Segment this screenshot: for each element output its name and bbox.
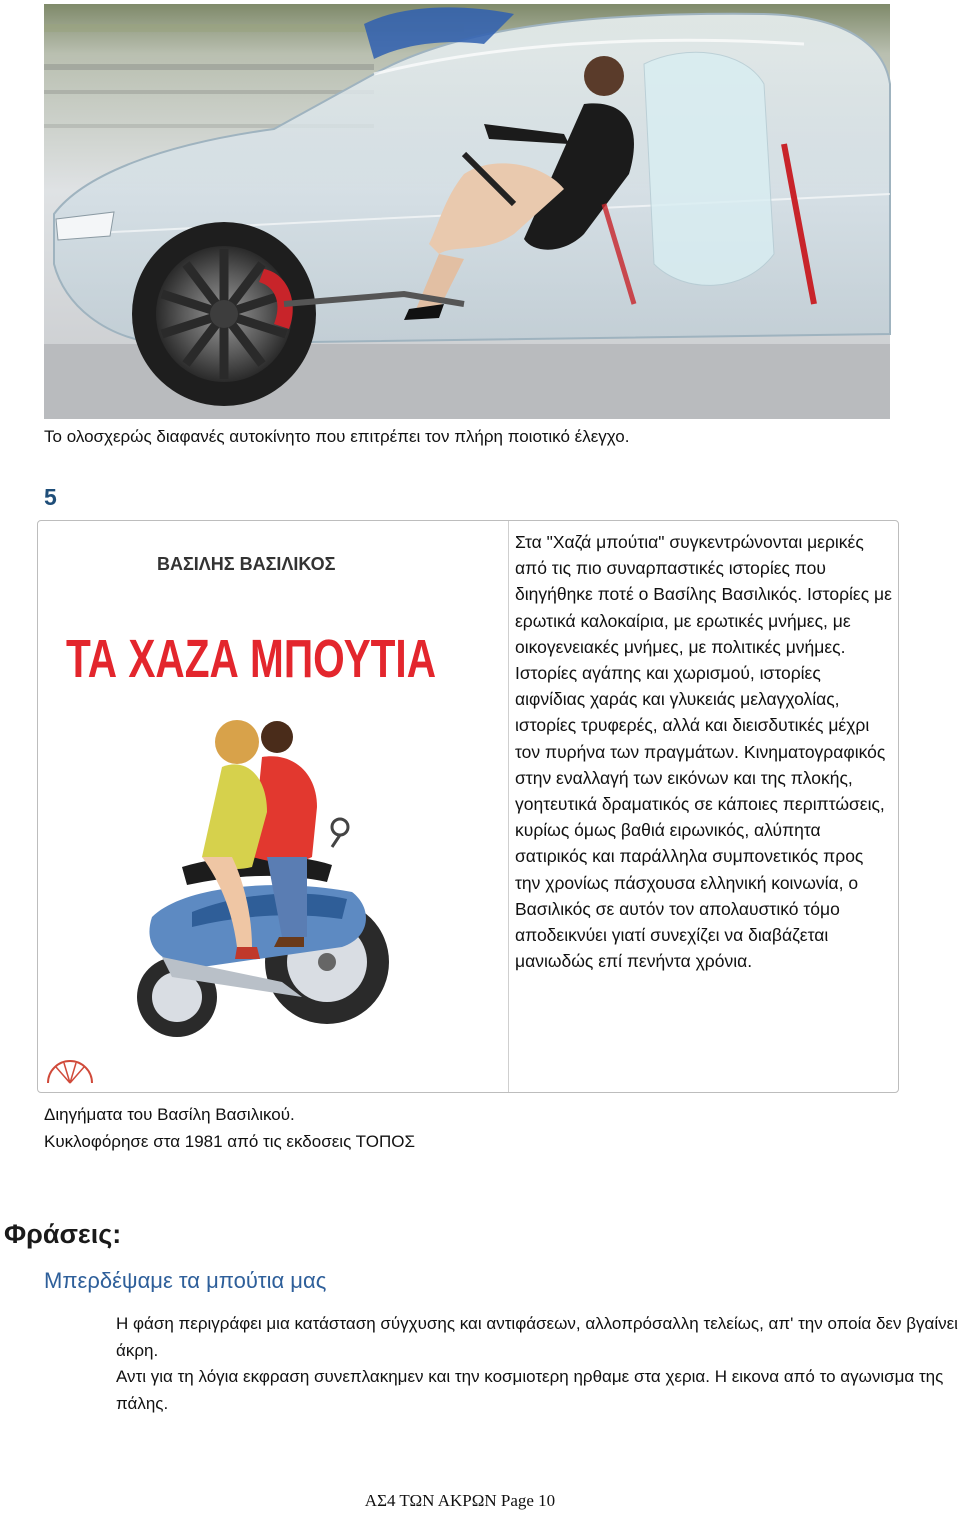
phrases-heading: Φράσεις: <box>4 1219 122 1249</box>
motorcycle-couple-illustration <box>137 720 389 1037</box>
book-divider <box>508 521 509 1092</box>
book-info-box <box>37 520 899 1093</box>
phrase-title: Μπερδέψαμε τα μπούτια μας <box>44 1268 327 1293</box>
book-author: ΒΑΣΙΛΗΣ ΒΑΣΙΛΙΚΟΣ <box>157 554 336 574</box>
phrase-paragraph: Η φάση περιγράφει μια κατάσταση σύγχυσης και αντιφάσεων, αλλοπρόσαλλη τελείως, απ' την οποία δεν βγαίνει άκρη. <box>116 1314 958 1360</box>
book-title: ΤΑ ΧΑΖΑ ΜΠΟΥΤΙΑ <box>66 629 436 689</box>
page-footer: ΑΣ4 ΤΩΝ ΑΚΡΩΝ Page 10 <box>364 1491 556 1510</box>
book-cover <box>42 527 502 1089</box>
topos-logo-icon <box>48 1061 92 1083</box>
book-caption-line2: Κυκλοφόρησε στα 1981 από τις εκδοσεις ΤΟΠΟΣ <box>44 1132 415 1151</box>
book-description: Στα "Χαζά μπούτια" συγκεντρώνονται μερικές από τις πιο συναρπαστικές ιστορίες που διηγήθηκε ποτέ ο Βασίλης Βασιλικός. Ιστορίες με ερωτικά καλοκαίρια, με ερωτικές μνήμες, με οικογενειακές μνήμες, με πολιτικές μνήμες. Ιστορίες αγάπης και χωρισμού, ιστορίες αιφνίδιας χαράς και γλυκειάς μελαγχολίας, ιστορίες τρυφερές, αλλά και διεισδυτικές μέχρι τον πυρήνα των πραγμάτων. Κινηματογραφικός στην εναλλαγή των εικόνων και της πλοκής, γοητευτικά δραματικός σε κάποιες περιπτώσεις, κυρίως όμως βαθιά ειρωνικός, αλύπητα σατιρικός και παράλληλα συμπονετικός προς την χρονίως πάσχουσα ελληνική κοινωνία, ο Βασιλικός σε αυτόν τον απολαυστικό τόμο αποδεικνύει γιατί συνεχίζει να διαβάζεται μανιωδώς επί πενήντα χρόνια. <box>515 532 892 972</box>
phrase-paragraph: Αντι για τη λόγια εκφραση συνεπλακημεν και την κοσμιοτερη ηρθαμε στα χερια. Η εικονα από το αγωνισμα της πάλης. <box>116 1367 944 1413</box>
book-caption-line1: Διηγήματα του Βασίλη Βασιλικού. <box>44 1105 295 1124</box>
car-caption: Το ολοσχερώς διαφανές αυτοκίνητο που επιτρέπει τον πλήρη ποιοτικό έλεγχο. <box>44 427 630 446</box>
transparent-car-photo <box>44 4 890 419</box>
phrase-body <box>116 1311 958 1417</box>
book-caption <box>44 1101 415 1155</box>
section-number: 5 <box>44 484 57 510</box>
